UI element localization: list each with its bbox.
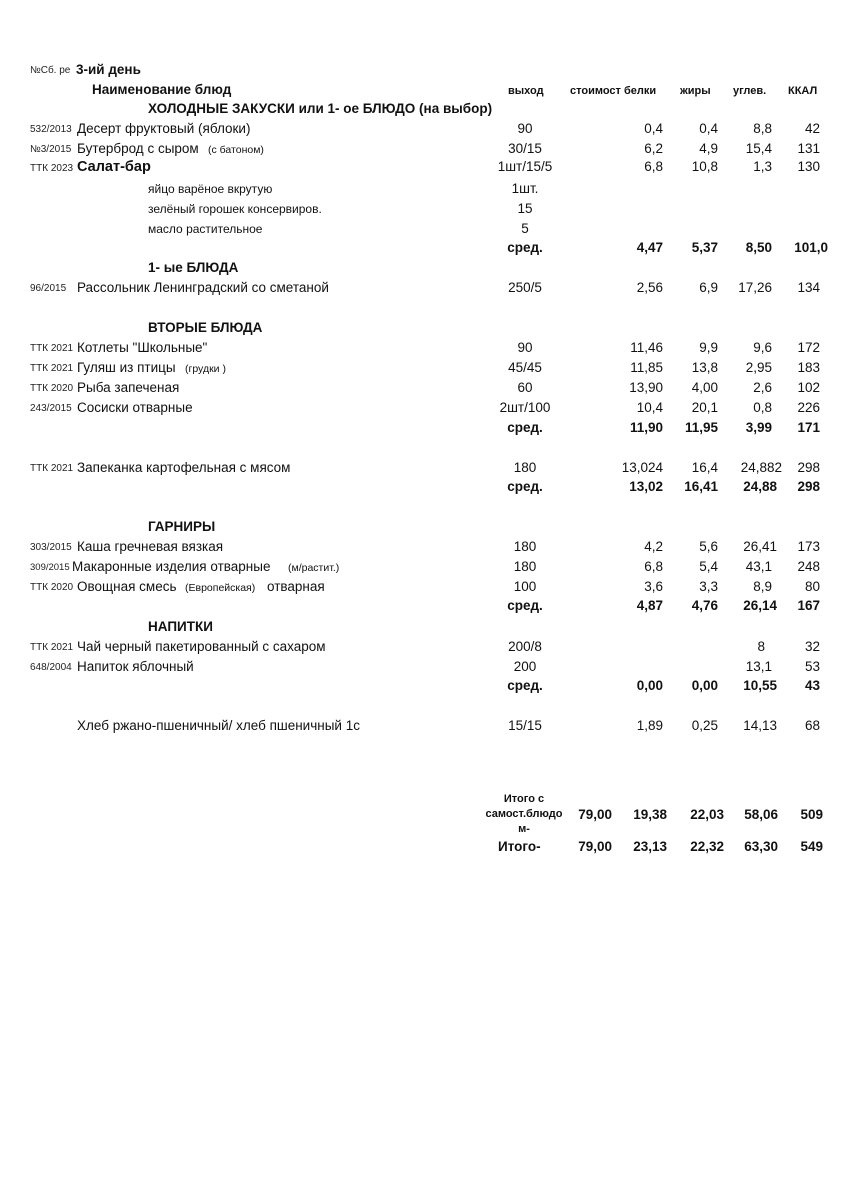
row-ref: 309/2015: [30, 562, 70, 573]
total1-carbs: 58,06: [744, 807, 778, 822]
row-protein: 1,89: [636, 718, 663, 733]
table-row: [0, 380, 849, 400]
row-fat: 20,1: [691, 400, 718, 415]
row-carbs: 8: [757, 639, 765, 654]
row-ref: 303/2015: [30, 542, 72, 553]
row-kcal: 173: [797, 539, 820, 554]
row-carbs: 15,4: [745, 141, 772, 156]
ingredient-name: яйцо варёное вкрутую: [148, 182, 273, 196]
avg-kcal: 298: [797, 479, 820, 494]
ingredient-row: [0, 221, 849, 241]
row-kcal: 68: [804, 718, 820, 733]
col-kcal-header: ККАЛ: [788, 85, 818, 97]
average-row: [0, 598, 849, 618]
row-name: Овощная смесь: [77, 579, 177, 594]
row-carbs: 17,26: [738, 280, 772, 295]
avg-kcal: 167: [797, 598, 820, 613]
row-output: 45/45: [508, 360, 542, 375]
avg-label: сред.: [507, 240, 543, 255]
row-fat: 5,4: [699, 559, 718, 574]
row-ref: 532/2013: [30, 124, 72, 135]
day-title: 3-ий день: [76, 62, 141, 77]
avg-fat: 11,95: [684, 420, 718, 435]
row-kcal: 53: [804, 659, 820, 674]
row-output: 250/5: [508, 280, 542, 295]
row-kcal: 102: [797, 380, 820, 395]
row-fat: 4,9: [699, 141, 718, 156]
row-name: Рассольник Ленинградский со сметаной: [77, 280, 329, 295]
row-name: Рыба запеченая: [77, 380, 180, 395]
row-output: 180: [513, 559, 537, 574]
row-fat: 4,00: [691, 380, 718, 395]
row-output: 180: [513, 460, 537, 475]
row-carbs: 13,1: [745, 659, 772, 674]
row-note: (м/растит.): [288, 562, 340, 574]
row-carbs: 2,95: [745, 360, 772, 375]
avg-protein: 13,02: [629, 479, 663, 494]
table-row: [0, 121, 849, 141]
row-ref: ТТК 2020: [30, 582, 74, 593]
ingredient-amount: 5: [521, 221, 529, 236]
total1-protein: 19,38: [633, 807, 667, 822]
row-kcal: 134: [797, 280, 820, 295]
row-note: (с батоном): [208, 144, 264, 156]
row-output: 15/15: [508, 718, 542, 733]
row-protein: 11,46: [630, 340, 663, 355]
row-ref: ТТК 2021: [30, 343, 74, 354]
row-fat: 5,6: [699, 539, 718, 554]
row-fat: 10,8: [691, 159, 718, 174]
section-second: ВТОРЫЕ БЛЮДА: [148, 320, 263, 335]
average-row: [0, 479, 849, 499]
row-kcal: 130: [797, 159, 820, 174]
avg-kcal: 43: [804, 678, 820, 693]
row-carbs: 9,6: [753, 340, 772, 355]
row-fat: 16,4: [691, 460, 718, 475]
total1-cost: 79,00: [578, 807, 612, 822]
total2-cost: 79,00: [578, 839, 612, 854]
row-protein: 6,2: [644, 141, 663, 156]
ref-label: №Сб. ре: [30, 65, 71, 76]
row-ref: 648/2004: [30, 662, 72, 673]
row-carbs: 1,3: [753, 159, 772, 174]
row-output: 200/8: [508, 639, 542, 654]
avg-carbs: 8,50: [745, 240, 772, 255]
row-name: Чай черный пакетированный с сахаром: [77, 639, 326, 654]
row-name-suffix: отварная: [267, 579, 325, 594]
row-carbs: 43,1: [745, 559, 772, 574]
avg-carbs: 3,99: [745, 420, 772, 435]
row-name: Каша гречневая вязкая: [77, 539, 224, 554]
row-name: Десерт фруктовый (яблоки): [77, 121, 251, 136]
row-carbs: 8,8: [753, 121, 772, 136]
row-fat: 0,25: [691, 718, 718, 733]
section-drinks: НАПИТКИ: [148, 619, 213, 634]
row-name: Хлеб ржано-пшеничный/ хлеб пшеничный 1с: [77, 718, 360, 733]
avg-fat: 16,41: [684, 479, 718, 494]
row-protein: 13,90: [629, 380, 663, 395]
row-fat: 6,9: [699, 280, 718, 295]
total2-protein: 23,13: [633, 839, 667, 854]
avg-protein: 11,90: [629, 420, 663, 435]
row-name: Бутерброд с сыром: [77, 141, 199, 156]
row-output: 2шт/100: [499, 400, 551, 415]
row-output: 60: [517, 380, 533, 395]
row-kcal: 131: [797, 141, 820, 156]
col-name-header: Наименование блюд: [92, 82, 232, 97]
table-row: [0, 718, 849, 738]
row-protein: 3,6: [644, 579, 663, 594]
row-protein: 4,2: [644, 539, 663, 554]
total1-kcal: 509: [800, 807, 823, 822]
row-name: Запеканка картофельная с мясом: [77, 460, 291, 475]
row-protein: 11,85: [630, 360, 663, 375]
total2-fat: 22,32: [690, 839, 724, 854]
table-row: [0, 400, 849, 420]
row-carbs: 14,13: [743, 718, 777, 733]
row-output: 90: [517, 121, 533, 136]
avg-protein: 4,47: [636, 240, 663, 255]
section-cold: ХОЛОДНЫЕ ЗАКУСКИ или 1- ое БЛЮДО (на выбор): [148, 101, 493, 116]
avg-kcal: 171: [797, 420, 820, 435]
section-garnish: ГАРНИРЫ: [148, 519, 216, 534]
row-protein: 2,56: [636, 280, 663, 295]
avg-label: сред.: [507, 479, 543, 494]
ingredient-row: [0, 181, 849, 201]
average-row: [0, 240, 849, 260]
row-ref: ТТК 2021: [30, 363, 74, 374]
average-row: [0, 420, 849, 440]
row-kcal: 248: [797, 559, 820, 574]
avg-protein: 4,87: [636, 598, 663, 613]
col-fat-header: жиры: [680, 85, 711, 97]
row-carbs: 0,8: [753, 400, 772, 415]
table-row: [0, 579, 849, 599]
avg-fat: 0,00: [691, 678, 718, 693]
row-carbs: 2,6: [753, 380, 772, 395]
row-fat: 9,9: [699, 340, 718, 355]
row-ref: 243/2015: [30, 403, 72, 414]
row-output: 180: [513, 539, 537, 554]
col-cost-header: стоимост: [570, 85, 621, 97]
row-ref: 96/2015: [30, 283, 67, 294]
total1-fat: 22,03: [690, 807, 724, 822]
table-row: [0, 639, 849, 659]
table-row: [0, 141, 849, 161]
row-output: 100: [513, 579, 537, 594]
ingredient-amount: 1шт.: [511, 181, 539, 196]
col-carbs-header: углев.: [733, 85, 767, 97]
row-output: 90: [517, 340, 533, 355]
total-label-line2: самост.блюдо: [485, 808, 563, 820]
ingredient-name: масло растительное: [148, 222, 263, 236]
row-fat: 13,8: [691, 360, 718, 375]
total2-kcal: 549: [800, 839, 823, 854]
section-first: 1- ые БЛЮДА: [148, 260, 239, 275]
avg-protein: 0,00: [636, 678, 663, 693]
row-kcal: 172: [797, 340, 820, 355]
ingredient-row: [0, 201, 849, 221]
row-kcal: 42: [804, 121, 820, 136]
row-protein: 6,8: [644, 159, 663, 174]
row-protein: 0,4: [644, 121, 663, 136]
table-row: [0, 559, 849, 579]
row-protein: 6,8: [644, 559, 663, 574]
row-name: Гуляш из птицы: [77, 360, 176, 375]
total-label-line3: м-: [518, 823, 530, 835]
table-row: [0, 539, 849, 559]
row-name: Салат-бар: [77, 159, 151, 175]
col-output-header: выход: [508, 85, 544, 97]
row-carbs: 24,882: [740, 460, 782, 475]
row-carbs: 26,41: [743, 539, 777, 554]
row-name: Напиток яблочный: [77, 659, 194, 674]
avg-fat: 4,76: [691, 598, 718, 613]
row-output: 30/15: [508, 141, 542, 156]
row-kcal: 32: [804, 639, 820, 654]
avg-label: сред.: [507, 598, 543, 613]
row-carbs: 8,9: [753, 579, 772, 594]
row-protein: 13,024: [621, 460, 663, 475]
col-protein-header: белки: [624, 85, 657, 97]
ingredient-amount: 15: [517, 201, 533, 216]
row-ref: №3/2015: [30, 144, 72, 155]
row-output: 1шт/15/5: [497, 159, 553, 174]
row-note: (Европейская): [185, 582, 256, 594]
row-fat: 0,4: [699, 121, 718, 136]
row-note: (грудки ): [185, 363, 226, 375]
total-label-line1: Итого с: [503, 793, 545, 805]
row-kcal: 183: [797, 360, 820, 375]
avg-fat: 5,37: [691, 240, 718, 255]
row-fat: 3,3: [699, 579, 718, 594]
table-row: [0, 460, 849, 480]
row-name: Макаронные изделия отварные: [72, 559, 271, 574]
row-ref: ТТК 2023: [30, 163, 74, 174]
avg-kcal: 101,0: [794, 240, 828, 255]
row-ref: ТТК 2021: [30, 463, 74, 474]
avg-carbs: 24,88: [743, 479, 777, 494]
avg-label: сред.: [507, 678, 543, 693]
row-name: Сосиски отварные: [77, 400, 193, 415]
row-kcal: 226: [797, 400, 820, 415]
ingredient-name: зелёный горошек консервиров.: [148, 202, 322, 216]
row-protein: 10,4: [636, 400, 663, 415]
avg-carbs: 10,55: [743, 678, 777, 693]
row-output: 200: [513, 659, 537, 674]
avg-carbs: 26,14: [743, 598, 777, 613]
row-kcal: 298: [797, 460, 820, 475]
avg-label: сред.: [507, 420, 543, 435]
row-name: Котлеты "Школьные": [77, 340, 208, 355]
row-ref: ТТК 2020: [30, 383, 74, 394]
total2-label: Итого-: [498, 839, 541, 854]
row-kcal: 80: [804, 579, 820, 594]
table-row: [0, 659, 849, 679]
table-row: [0, 340, 849, 360]
row-ref: ТТК 2021: [30, 642, 74, 653]
average-row: [0, 678, 849, 698]
table-row: [0, 280, 849, 300]
total2-carbs: 63,30: [744, 839, 778, 854]
table-row: [0, 360, 849, 380]
table-row: [0, 159, 849, 179]
